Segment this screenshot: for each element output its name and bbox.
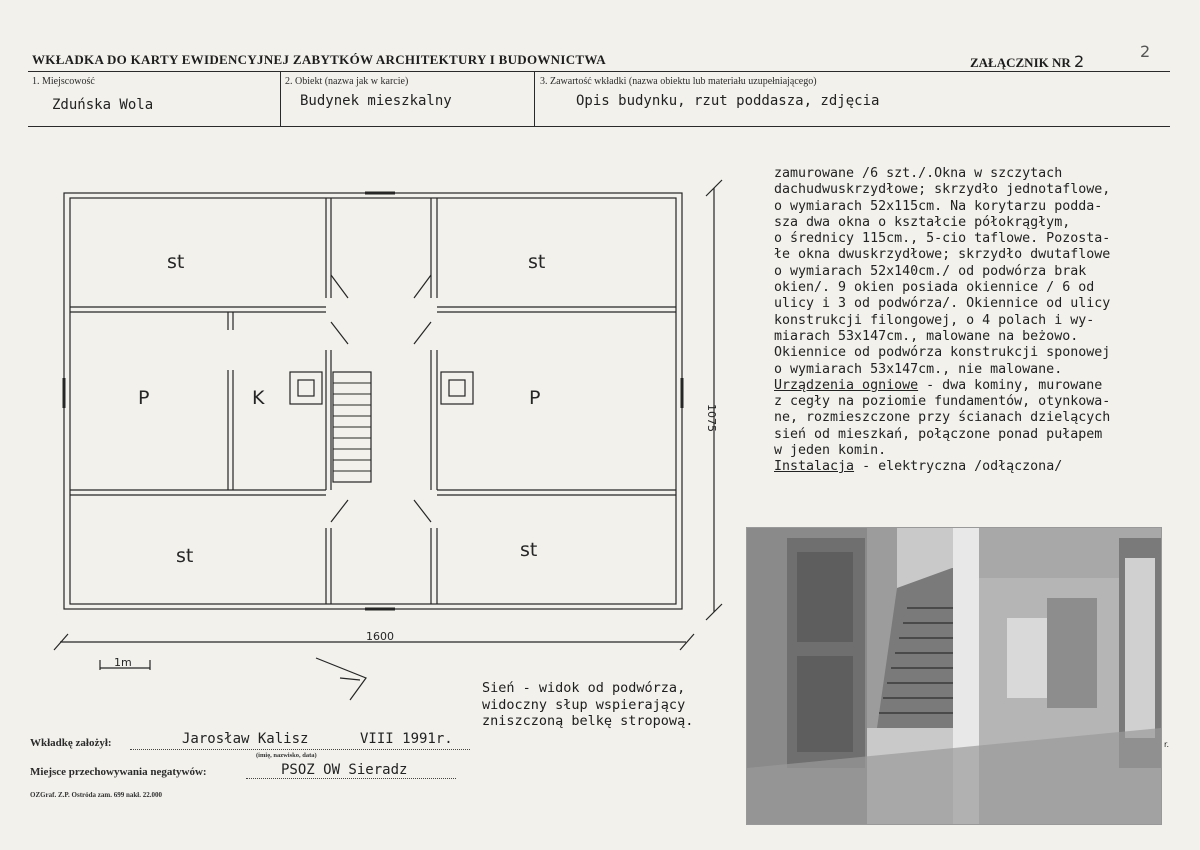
description-line: okien/. 9 okien posiada okiennice / 6 od [774,280,1095,296]
description-line: Okiennice od podwórza konstrukcji sponowej [774,345,1111,361]
author-line [130,749,470,750]
description-line: ulicy i 3 od podwórza/. Okiennice od ulicy [774,296,1111,312]
room-label: P [138,387,150,409]
annex-label-text: ZAŁĄCZNIK NR [970,55,1071,70]
date-value: VIII 1991r. [360,731,453,747]
content-label: 3. Zawartość wkładki (nazwa obiektu lub materiału uzupełniającego) [540,76,817,87]
description-line: łe okna dwuskrzydłowe; skrzydło dwutaflowe [774,247,1111,263]
description-line: miarach 53x147cm., malowane na beżowo. [774,328,1079,344]
fire-equipment-text: - dwa kominy, murowane [918,377,1103,393]
caption-line: zniszczoną belkę stropową. [482,713,694,729]
description-line: zamurowane /6 szt./.Okna w szczytach [774,166,1063,181]
description-line: ne, rozmieszczone przy ścianach dzielących [774,410,1111,426]
north-arrow-icon [316,658,366,700]
object-value: Budynek mieszkalny [300,93,452,109]
caption-line: widoczny słup wspierający [482,696,686,713]
description-line: konstrukcji filongowej, o 4 polach i wy- [774,312,1095,328]
caption-line: Sień - widok od podwórza, [482,680,686,696]
room-label: st [167,251,185,273]
room-label: K [252,387,265,409]
description-line: sień od mieszkań, połączone ponad pułapem [774,426,1103,442]
photo-caption [482,680,693,730]
object-label: 2. Obiekt (nazwa jak w karcie) [285,76,409,87]
room-label: st [176,545,194,567]
description-line: o wymiarach 52x115cm. Na korytarzu podda- [774,198,1103,214]
page-number: 2 [1140,42,1151,61]
plan-width-dimension: 1600 [366,630,394,643]
room-label: st [520,539,538,561]
print-info: OZGraf. Z.P. Ostróda zam. 699 nakł. 22.000 [30,791,162,799]
photo-mark: r. [1164,740,1170,749]
fire-equipment-heading: Urządzenia ogniowe [774,377,919,393]
negative-value: PSOZ OW Sieradz [281,762,408,778]
installation-text: - elektryczna /odłączona/ [854,459,1063,475]
building-description [774,166,1194,476]
author-value: Jarosław Kalisz [182,731,309,747]
outer-wall [64,193,682,609]
annex-label [970,52,1084,71]
content-value: Opis budynku, rzut poddasza, zdjęcia [576,93,880,109]
description-line: o wymiarach 52x140cm./ od podwórza brak [774,263,1087,279]
fire-equipment-line [774,378,1194,394]
installation-line [774,459,1194,475]
description-line: sza dwa okna o kształcie półokrągłym, [774,214,1071,230]
description-line: z cegły na poziomie fundamentów, otynkowa- [774,394,1111,410]
locality-value: Zduńska Wola [52,97,154,113]
room-label: P [529,387,541,409]
author-label: Wkładkę założył: [30,737,112,749]
plan-scale-label: 1m [114,656,132,669]
description-line: w jeden komin. [774,443,887,459]
description-line: dachudwuskrzydłowe; skrzydło jednotaflowe, [774,182,1111,198]
plan-height-dimension: 1075 [705,404,718,432]
hallway-photo [746,527,1162,825]
negative-label: Miejsce przechowywania negatywów: [30,766,207,778]
negative-line [246,778,456,779]
description-line: o średnicy 115cm., 5-cio taflowe. Pozosta- [774,231,1111,247]
installation-heading: Instalacja [774,459,855,475]
author-hint: (imię, nazwisko, data) [256,752,317,759]
room-label: st [528,251,546,273]
annex-number: 2 [1074,52,1085,71]
description-line: o wymiarach 53x147cm., nie malowane. [774,361,1063,377]
locality-label: 1. Miejscowość [32,76,95,87]
form-title: WKŁADKA DO KARTY EWIDENCYJNEJ ZABYTKÓW ARCHITEKTURY I BUDOWNICTWA [32,52,606,67]
